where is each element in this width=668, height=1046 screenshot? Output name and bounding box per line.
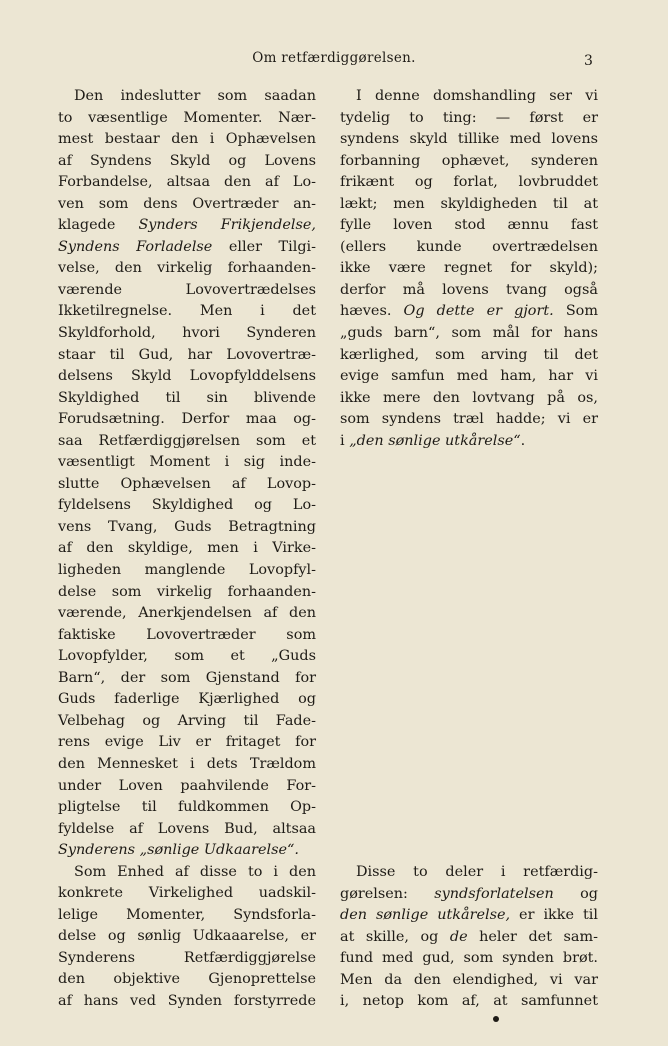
text-line bbox=[58, 258, 316, 280]
text-line bbox=[58, 345, 316, 367]
text-line bbox=[58, 495, 316, 517]
text-line bbox=[58, 108, 316, 130]
right-column-lower-text bbox=[340, 862, 598, 1013]
text-run: og bbox=[553, 885, 598, 902]
text-line bbox=[58, 194, 316, 216]
text-run: klagede bbox=[58, 217, 139, 234]
text-run: Skyldighed til sin blivende bbox=[58, 389, 316, 406]
text-line bbox=[340, 86, 598, 108]
text-run: pligtelse til fuldkommen Op- bbox=[58, 799, 316, 816]
italic-phrase: den sønlige utkårelse, bbox=[340, 907, 511, 924]
text-run: at skille, og bbox=[340, 928, 450, 945]
text-line bbox=[340, 409, 598, 431]
text-line bbox=[340, 431, 598, 453]
text-line bbox=[340, 215, 598, 237]
text-line bbox=[58, 538, 316, 560]
text-line bbox=[58, 883, 316, 905]
text-run: kærlighed, som arving til det bbox=[340, 346, 598, 363]
italic-phrase: Og dette er gjort. bbox=[403, 303, 554, 320]
italic-phrase: Syndens Forladelse bbox=[58, 238, 213, 255]
text-line bbox=[340, 948, 598, 970]
text-run: derfor må lovens tvang også bbox=[340, 281, 598, 298]
text-run: værende, Anerkjendelsen af den bbox=[58, 605, 316, 622]
italic-phrase: Synderens „sønlige Udkaarelse“. bbox=[58, 842, 299, 859]
text-run: ligheden manglende Lovopfyl- bbox=[58, 562, 316, 579]
text-run: Forudsætning. Derfor maa og- bbox=[58, 411, 316, 428]
text-run: Skyldforhold, hvori Synderen bbox=[58, 325, 316, 342]
text-line bbox=[340, 862, 598, 884]
text-run: væsentligt Moment i sig inde- bbox=[58, 454, 316, 471]
text-line bbox=[340, 991, 598, 1013]
text-line bbox=[58, 431, 316, 453]
text-run: eller Tilgi- bbox=[212, 238, 316, 255]
text-line bbox=[58, 732, 316, 754]
text-line bbox=[58, 668, 316, 690]
text-line bbox=[58, 151, 316, 173]
text-line bbox=[58, 366, 316, 388]
text-run: Velbehag og Arving til Fade- bbox=[58, 712, 316, 729]
text-line bbox=[58, 517, 316, 539]
text-run: faktiske Lovovertræder som bbox=[58, 626, 316, 643]
text-line bbox=[58, 280, 316, 302]
text-line bbox=[340, 927, 598, 949]
text-run: af den skyldige, men i Virke- bbox=[58, 540, 316, 557]
text-run: . bbox=[520, 432, 526, 449]
text-run: i, netop kom af, at samfunnet bbox=[340, 993, 598, 1010]
text-run: under Loven paahvilende For- bbox=[58, 777, 316, 794]
text-run: slutte Ophævelsen af Lovop- bbox=[58, 475, 316, 492]
text-line bbox=[58, 905, 316, 927]
text-run: Den indeslutter som saadan bbox=[74, 88, 316, 104]
text-line bbox=[340, 366, 598, 388]
text-run: heler det sam- bbox=[467, 928, 598, 945]
text-run: er ikke til bbox=[510, 907, 598, 924]
text-run: værende Lovovertrædelses bbox=[58, 281, 316, 298]
text-run: syndens skyld tillike med lovens bbox=[340, 131, 598, 148]
text-run: gørelsen: bbox=[340, 885, 435, 902]
text-line bbox=[340, 301, 598, 323]
text-run: fyldelsens Skyldighed og Lo- bbox=[58, 497, 316, 514]
text-line bbox=[58, 172, 316, 194]
right-column-upper-text bbox=[340, 86, 598, 452]
text-run: Barn“, der som Gjenstand for bbox=[58, 669, 316, 686]
text-run: Synderens Retfærdiggjørelse bbox=[58, 949, 316, 966]
text-line bbox=[58, 582, 316, 604]
text-run: „guds barn“, som mål for hans bbox=[340, 325, 598, 342]
text-line bbox=[58, 797, 316, 819]
italic-phrase: „den sønlige utkårelse“ bbox=[349, 432, 521, 449]
text-run: delse og sønlig Udkaaarelse, er bbox=[58, 928, 316, 945]
text-line bbox=[340, 108, 598, 130]
text-run: Forbandelse, altsaa den af Lo- bbox=[58, 174, 316, 191]
left-column-text bbox=[58, 86, 316, 1013]
text-run: rens evige Liv er fritaget for bbox=[58, 734, 316, 751]
text-line bbox=[340, 905, 598, 927]
printer-ornament-dot bbox=[493, 1016, 499, 1022]
text-run: af hans ved Synden forstyrrede bbox=[58, 992, 316, 1009]
text-run: evige samfun med ham, har vi bbox=[340, 368, 598, 385]
text-line bbox=[340, 345, 598, 367]
text-line bbox=[340, 172, 598, 194]
text-line bbox=[58, 969, 316, 991]
text-run: frikænt og forlat, lovbruddet bbox=[340, 174, 598, 191]
text-run: tydelig to ting: — først er bbox=[340, 109, 598, 126]
text-run: saa Retfærdiggjørelsen som et bbox=[58, 432, 316, 449]
text-run: fund med gud, som synden brøt. bbox=[340, 950, 598, 967]
text-line bbox=[58, 388, 316, 410]
text-line bbox=[58, 625, 316, 647]
text-line bbox=[58, 603, 316, 625]
text-line bbox=[340, 258, 598, 280]
text-line bbox=[58, 409, 316, 431]
text-line bbox=[58, 323, 316, 345]
text-run: Som bbox=[553, 303, 598, 320]
text-line bbox=[58, 926, 316, 948]
page-number: 3 bbox=[584, 53, 593, 69]
text-line bbox=[340, 970, 598, 992]
text-run: vens Tvang, Guds Betragtning bbox=[58, 518, 316, 535]
text-run: ven som dens Overtræder an- bbox=[58, 195, 316, 212]
text-run: hæves. bbox=[340, 303, 404, 320]
text-line bbox=[58, 129, 316, 151]
text-line bbox=[58, 948, 316, 970]
text-line bbox=[58, 452, 316, 474]
text-run: som syndens træl hadde; vi er bbox=[340, 411, 598, 428]
text-line bbox=[58, 301, 316, 323]
text-line bbox=[340, 194, 598, 216]
text-line bbox=[340, 388, 598, 410]
text-run: to væsentlige Momenter. Nær- bbox=[58, 109, 316, 126]
text-run: konkrete Virkelighed uadskil- bbox=[58, 885, 316, 902]
text-line bbox=[58, 776, 316, 798]
text-run: Guds faderlige Kjærlighed og bbox=[58, 691, 316, 708]
italic-phrase: Synders Frikjendelse, bbox=[138, 217, 316, 234]
text-line bbox=[340, 129, 598, 151]
text-run: Men da den elendighed, vi var bbox=[340, 971, 598, 988]
text-line bbox=[58, 840, 316, 862]
text-line bbox=[58, 646, 316, 668]
text-line bbox=[58, 991, 316, 1013]
text-run: lækt; men skyldigheden til at bbox=[340, 195, 598, 212]
text-run: delse som virkelig forhaanden- bbox=[58, 583, 316, 600]
italic-phrase: syndsforlatelsen bbox=[434, 885, 554, 902]
text-run: forbanning ophævet, synderen bbox=[340, 152, 598, 169]
italic-phrase: de bbox=[449, 928, 468, 945]
text-run: af Syndens Skyld og Lovens bbox=[58, 152, 316, 169]
text-line bbox=[58, 862, 316, 884]
text-run: lelige Momenter, Syndsforla- bbox=[58, 906, 316, 923]
text-run: ikke mere den lovtvang på os, bbox=[340, 389, 598, 406]
text-line bbox=[58, 689, 316, 711]
text-run: mest bestaar den i Ophævelsen bbox=[58, 131, 316, 148]
text-run: Lovopfylder, som et „Guds bbox=[58, 648, 316, 665]
text-run: i bbox=[340, 432, 350, 449]
text-run: Disse to deler i retfærdig- bbox=[356, 864, 598, 880]
text-line bbox=[340, 884, 598, 906]
text-run: delsens Skyld Lovopfylddelsens bbox=[58, 368, 316, 385]
text-run: fyldelse af Lovens Bud, altsaa bbox=[58, 820, 316, 837]
text-line bbox=[58, 86, 316, 108]
text-run: fylle loven stod ænnu fast bbox=[340, 217, 598, 234]
text-line bbox=[340, 280, 598, 302]
text-run: ikke være regnet for skyld); bbox=[340, 260, 598, 277]
text-run: staar til Gud, har Lovovertræ- bbox=[58, 346, 316, 363]
text-run: Som Enhed af disse to i den bbox=[74, 863, 316, 880]
text-line bbox=[340, 151, 598, 173]
text-line bbox=[58, 819, 316, 841]
text-line bbox=[58, 474, 316, 496]
text-run: den objektive Gjenoprettelse bbox=[58, 971, 316, 988]
text-run: den Mennesket i dets Trældom bbox=[58, 755, 316, 772]
text-line bbox=[340, 237, 598, 259]
text-line bbox=[340, 323, 598, 345]
text-line bbox=[58, 754, 316, 776]
text-line bbox=[58, 560, 316, 582]
running-head: Om retfærdiggørelsen. bbox=[252, 50, 416, 66]
text-run: velse, den virkelig forhaanden- bbox=[58, 260, 316, 277]
text-run: I denne domshandling ser vi bbox=[356, 88, 598, 104]
text-run: (ellers kunde overtrædelsen bbox=[340, 238, 598, 255]
text-line bbox=[58, 237, 316, 259]
text-run: Ikketilregnelse. Men i det bbox=[58, 303, 316, 320]
text-line bbox=[58, 215, 316, 237]
text-line bbox=[58, 711, 316, 733]
